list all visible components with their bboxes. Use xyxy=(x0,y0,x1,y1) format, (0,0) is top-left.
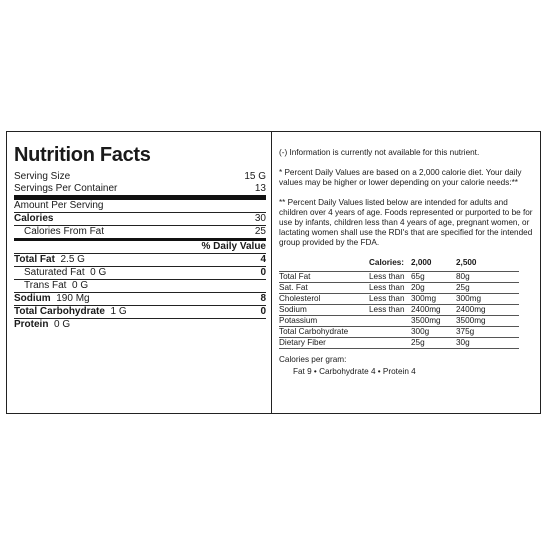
calories-label: Calories xyxy=(14,213,54,224)
nutrient-amount: 0 G xyxy=(90,267,107,278)
table-cell: Cholesterol xyxy=(279,294,369,305)
amount-per-serving-row xyxy=(14,200,266,213)
table-cell: Less than xyxy=(369,294,411,305)
table-header-cell: 2,000 xyxy=(411,258,456,272)
table-cell: 3500mg xyxy=(456,316,519,327)
table-header-cell xyxy=(279,258,369,272)
amount-per-serving-label: Amount Per Serving xyxy=(14,200,104,211)
table-cell: 375g xyxy=(456,327,519,338)
table-cell: Less than xyxy=(369,283,411,294)
nutrient-label: Total Fat xyxy=(14,254,55,265)
table-cell: 300mg xyxy=(456,294,519,305)
table-cell xyxy=(369,338,411,349)
servings-per-container-row xyxy=(14,183,266,200)
table-header-cell: Calories: xyxy=(369,258,411,272)
table-cell: 3500mg xyxy=(411,316,456,327)
table-cell: Total Fat xyxy=(279,272,369,283)
servings-per-container-value: 13 xyxy=(254,183,266,194)
daily-values-table-header xyxy=(279,258,519,272)
nutrient-label: Trans Fat xyxy=(24,280,67,291)
table-row xyxy=(279,305,519,316)
nutrient-row-trans-fat xyxy=(14,280,266,293)
table-row xyxy=(279,338,519,349)
table-cell: Dietary Fiber xyxy=(279,338,369,349)
notes-column xyxy=(279,148,533,377)
table-cell: Less than xyxy=(369,272,411,283)
table-row xyxy=(279,272,519,283)
serving-size-label: Serving Size xyxy=(14,171,71,182)
rdi-note: ** Percent Daily Values listed below are intended for adults and children over 4 years of age. Foods represented or purported to be for use by infants, children less than 4 years of age, pregnant women, or lactating women shall use the RDI's that are specified for the intended group provided by the FDA. xyxy=(279,198,533,247)
calories-from-fat-label: Calories From Fat xyxy=(24,226,105,237)
nutrient-label: Saturated Fat xyxy=(24,267,85,278)
table-row xyxy=(279,294,519,305)
nutrient-row-saturated-fat xyxy=(14,267,266,280)
nutrient-label: Protein xyxy=(14,319,49,330)
calories-value: 30 xyxy=(254,213,266,224)
nutrient-label: Sodium xyxy=(14,293,51,304)
nutrient-amount: 0 G xyxy=(71,280,89,291)
nutrient-row-total-carbohydrate xyxy=(14,306,266,319)
table-cell: Sodium xyxy=(279,305,369,316)
nutrient-amount: 0 G xyxy=(54,319,71,330)
table-cell: 65g xyxy=(411,272,456,283)
calories-from-fat-row xyxy=(14,226,266,241)
nutrient-row-total-fat xyxy=(14,254,266,267)
table-cell xyxy=(369,327,411,338)
table-cell: 300g xyxy=(411,327,456,338)
serving-size-row xyxy=(14,171,266,183)
nutrient-amount: 190 Mg xyxy=(56,293,90,304)
calories-row xyxy=(14,213,266,226)
nutrient-dv: 0 xyxy=(260,267,266,278)
nutrient-dv: 0 xyxy=(260,306,266,317)
table-cell: 2400mg xyxy=(411,305,456,316)
serving-size-value: 15 G xyxy=(244,171,266,182)
table-cell: Total Carbohydrate xyxy=(279,327,369,338)
table-cell: 25g xyxy=(411,338,456,349)
table-row xyxy=(279,327,519,338)
nutrient-row-protein xyxy=(14,319,266,331)
table-cell: 20g xyxy=(411,283,456,294)
table-row xyxy=(279,283,519,294)
table-cell: Sat. Fat xyxy=(279,283,369,294)
table-cell: Less than xyxy=(369,305,411,316)
percent-daily-values-note: * Percent Daily Values are based on a 2,000 calorie diet. Your daily values may be higher or lower depending on your calorie needs:** xyxy=(279,168,522,187)
nutrient-amount: 1 G xyxy=(110,306,127,317)
calories-per-gram-title: Calories per gram: xyxy=(279,355,347,364)
nutrient-dv: 4 xyxy=(260,254,266,265)
table-cell: 80g xyxy=(456,272,519,283)
daily-value-header: % Daily Value xyxy=(201,241,266,252)
table-cell xyxy=(369,316,411,327)
nutrient-label: Total Carbohydrate xyxy=(14,306,105,317)
nutrient-amount: 2.5 G xyxy=(60,254,85,265)
table-row xyxy=(279,316,519,327)
nutrition-label-panel xyxy=(6,131,541,414)
nutrition-facts-title: Nutrition Facts xyxy=(14,144,151,166)
table-cell: 25g xyxy=(456,283,519,294)
table-cell: 2400mg xyxy=(456,305,519,316)
nutrition-facts-column xyxy=(14,144,266,331)
nutrient-row-sodium xyxy=(14,293,266,306)
not-available-note: (-) Information is currently not available for this nutrient. xyxy=(279,148,480,157)
servings-per-container-label: Servings Per Container xyxy=(14,183,118,194)
calories-per-gram-line: Fat 9 • Carbohydrate 4 • Protein 4 xyxy=(293,367,416,376)
table-cell: Potassium xyxy=(279,316,369,327)
table-cell: 300mg xyxy=(411,294,456,305)
daily-value-header-row xyxy=(14,241,266,254)
table-header-cell: 2,500 xyxy=(456,258,519,272)
daily-values-table xyxy=(279,258,519,349)
calories-from-fat-value: 25 xyxy=(254,226,266,237)
nutrient-dv: 8 xyxy=(260,293,266,304)
table-cell: 30g xyxy=(456,338,519,349)
column-divider xyxy=(271,132,272,413)
